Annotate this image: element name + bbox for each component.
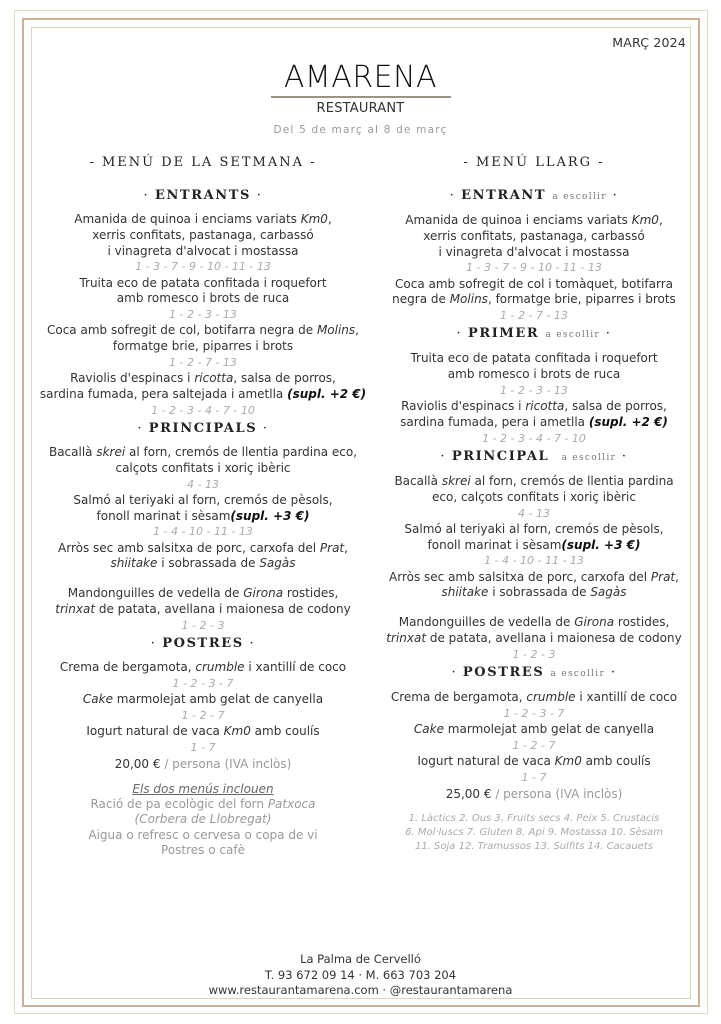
dish-truita: Truita eco de patata confitada i roquefort amb romesco i brots de ruca	[79, 275, 327, 306]
dish-allergens: 1 - 3 - 7 - 9 - 10 - 11 - 13	[135, 260, 271, 274]
dish-allergens: 1 - 2 - 3 - 13	[169, 308, 237, 322]
dish-mandonguilles: Mandonguilles de vedella de Girona rostides, trinxat de patata, avellana i maionesa de codony	[55, 586, 351, 616]
footer-contact	[0, 952, 721, 999]
brand-name: AMARENA	[283, 60, 438, 95]
dish-amanida: Amanida de quinoa i enciams variats Km0, xerris confitats, pastanaga, carbassó i vinagreta d'alvocat i mostassa	[74, 212, 332, 258]
section-title-postres: · POSTRES ·	[150, 635, 256, 651]
dessert-iogurt: Iogurt natural de vaca Km0 amb coulís	[86, 723, 320, 738]
dish-allergens: 1 - 4 - 10 - 11 - 13	[484, 554, 584, 568]
dish-allergens: 1 - 2 - 3	[181, 618, 225, 632]
dessert-cake: Cake marmolejat amb gelat de canyella	[413, 721, 655, 736]
dessert-iogurt: Iogurt natural de vaca Km0 amb coulís	[417, 753, 651, 768]
dish-arros: Arròs sec amb salsitxa de porc, carxofa del Prat, shiitake i sobrassada de Sagàs	[389, 569, 679, 600]
section-title-principals: · PRINCIPALS ·	[137, 420, 269, 436]
dessert-cake: Cake marmolejat amb gelat de canyella	[82, 691, 324, 706]
dessert-crema: Crema de bergamota, crumble i xantillí de coco	[390, 689, 678, 704]
brand-divider	[271, 96, 451, 98]
supplement-badge: (supl. +3 €)	[230, 508, 310, 523]
dish-allergens: 1 - 7	[521, 770, 547, 784]
dish-allergens: 1 - 7	[190, 740, 216, 754]
dish-allergens: 1 - 2 - 3 - 13	[500, 383, 568, 397]
section-title-primer: · PRIMER a escollir ·	[456, 326, 612, 342]
includes-list: Ració de pa ecològic del forn Patxoca (Corbera de Llobregat) Aigua o refresc o cervesa o copa de vi Postres o cafè	[88, 796, 318, 857]
dish-allergens: 1 - 2 - 3 - 4 - 7 - 10	[151, 403, 255, 417]
menu-week-price: 20,00 € / persona (IVA inclòs)	[114, 756, 292, 771]
dish-raviolis: Raviolis d'espinacs i ricotta, salsa de porros, sardina fumada, pera i ametlla (supl. +2 €)	[400, 399, 668, 429]
dish-raviolis: Raviolis d'espinacs i ricotta, salsa de porros, sardina fumada, pera saltejada i ametlla (supl. +2 €)	[39, 371, 367, 401]
section-title-postres-long: · POSTRES a escollir ·	[451, 664, 617, 680]
brand-logo	[0, 62, 721, 116]
allergen-legend: 1. Làctics 2. Ous 3. Fruits secs 4. Peix 5. Crustacis 6. Mol·luscs 7. Gluten 8. Api 9. Mostassa 10. Sèsam 11. Soja 12. Tramussos 13. Sulfits 14. Cacauets	[405, 812, 663, 852]
footer-web-link[interactable]: www.restaurantamarena.com · @restaurantamarena	[208, 983, 513, 997]
menu-long-title: - MENÚ LLARG -	[463, 155, 605, 170]
includes-title: Els dos menús inclouen	[132, 781, 274, 796]
dish-allergens: 1 - 2 - 7	[512, 738, 556, 752]
section-title-entrants: · ENTRANTS ·	[143, 188, 263, 203]
dish-bacalla: Bacallà skrei al forn, cremós de llentia pardina eco, calçots confitats i xoriç ibèric	[394, 473, 674, 504]
dessert-crema: Crema de bergamota, crumble i xantillí de coco	[59, 659, 347, 674]
dish-coca: Coca amb sofregit de col i tomàquet, botifarra negra de Molins, formatge brie, piparres i brots	[392, 276, 676, 307]
supplement-badge: (supl. +3 €)	[561, 537, 641, 552]
menu-week-title: - MENÚ DE LA SETMANA -	[89, 155, 317, 170]
dish-allergens: 1 - 2 - 3 - 7	[172, 676, 234, 690]
dish-allergens: 4 - 13	[187, 477, 219, 491]
dish-allergens: 1 - 2 - 3 - 7	[503, 706, 565, 720]
dish-allergens: 1 - 2 - 7 - 13	[169, 355, 237, 369]
dish-allergens: 1 - 4 - 10 - 11 - 13	[153, 525, 253, 539]
date-range: Del 5 de març al 8 de març	[273, 124, 448, 136]
section-title-entrant: · ENTRANT a escollir ·	[449, 188, 619, 203]
footer-location: La Palma de Cervelló	[300, 952, 421, 966]
dish-allergens: 1 - 2 - 7	[181, 708, 225, 722]
dish-bacalla: Bacallà skrei al forn, cremós de llentia pardina eco, calçots confitats i xoriç ibèric	[48, 444, 358, 475]
menu-week-column	[35, 155, 371, 858]
menu-long-column	[369, 155, 699, 854]
dish-allergens: 4 - 13	[518, 506, 550, 520]
dish-salmo: Salmó al teriyaki al forn, cremós de pèsols, fonoll marinat i sèsam(supl. +3 €)	[73, 492, 333, 523]
dish-mandonguilles: Mandonguilles de vedella de Girona rostides, trinxat de patata, avellana i maionesa de codony	[386, 615, 682, 645]
dish-amanida: Amanida de quinoa i enciams variats Km0, xerris confitats, pastanaga, carbassó i vinagreta d'alvocat i mostassa	[405, 213, 663, 259]
dish-allergens: 1 - 3 - 7 - 9 - 10 - 11 - 13	[466, 261, 602, 275]
dish-salmo: Salmó al teriyaki al forn, cremós de pèsols, fonoll marinat i sèsam(supl. +3 €)	[404, 521, 664, 552]
dish-arros: Arròs sec amb salsitxa de porc, carxofa del Prat, shiitake i sobrassada de Sagàs	[58, 540, 348, 571]
dish-allergens: 1 - 2 - 7 - 13	[500, 309, 568, 323]
dish-truita: Truita eco de patata confitada i roquefort amb romesco i brots de ruca	[410, 351, 658, 382]
supplement-badge: (supl. +2 €)	[287, 386, 367, 401]
menu-date: MARÇ 2024	[612, 35, 686, 50]
footer-phones: T. 93 672 09 14 · M. 663 703 204	[264, 967, 457, 982]
dish-allergens: 1 - 2 - 3 - 4 - 7 - 10	[482, 431, 586, 445]
dish-allergens: 1 - 2 - 3	[512, 647, 556, 661]
section-title-principal: · PRINCIPAL a escollir ·	[440, 448, 628, 464]
supplement-badge: (supl. +2 €)	[588, 414, 668, 429]
menu-long-price: 25,00 € / persona (IVA inclòs)	[445, 786, 623, 801]
dish-coca: Coca amb sofregit de col, botifarra negra de Molins, formatge brie, piparres i brots	[46, 323, 359, 354]
brand-subtitle: RESTAURANT	[316, 101, 405, 116]
